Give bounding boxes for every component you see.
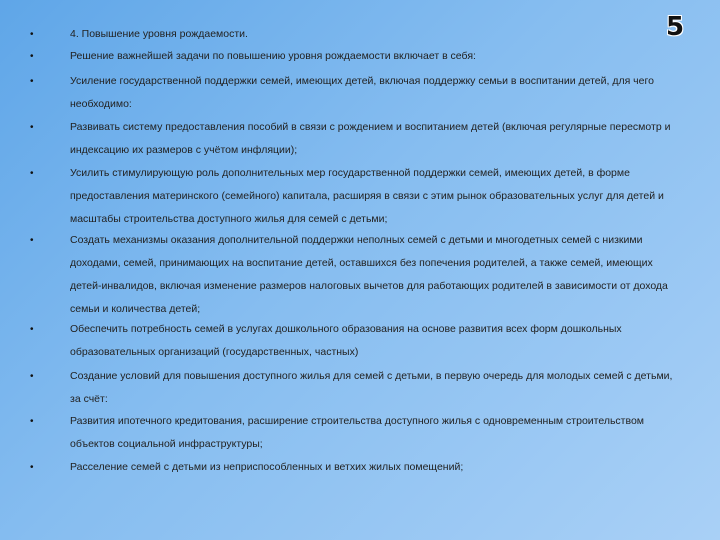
- bullet-icon: •: [30, 29, 34, 40]
- bullet-icon: •: [30, 416, 34, 427]
- item-text: Развития ипотечного кредитования, расширение строительства доступного жилья с одновременным строительством объектов социальной инфраструктуры;: [70, 415, 645, 450]
- item-text: Обеспечить потребность семей в услугах дошкольного образования на основе развития всех форм дошкольных образовательных организаций (государственных, частных): [70, 323, 622, 358]
- bullet-icon: •: [30, 235, 34, 246]
- bullet-icon: •: [30, 76, 34, 87]
- slide-number: 5: [666, 12, 685, 42]
- item-text: Расселение семей с детьми из неприспособленных и ветхих жилых помещений;: [70, 461, 464, 473]
- bullet-icon: •: [30, 462, 34, 473]
- item-text: 4. Повышение уровня рождаемости.: [70, 28, 248, 40]
- bullet-icon: •: [30, 122, 34, 133]
- item-text: Усиление государственной поддержки семей, имеющих детей, включая поддержку семьи в воспитании детей, для чего необходимо:: [70, 75, 654, 110]
- bullet-icon: •: [30, 324, 34, 335]
- item-text: Создание условий для повышения доступного жилья для семей с детьми, в первую очередь для молодых семей с детьми, за счёт:: [70, 370, 673, 405]
- bullet-icon: •: [30, 168, 34, 179]
- bullet-icon: •: [30, 51, 34, 62]
- item-text: Усилить стимулирующую роль дополнительных мер государственной поддержки семей, имеющих детей, в форме предоставления материнского (семейного) капитала, расширяя в связи с этим рынок образовательных услуг для детей и масштабы строительства доступного жилья для семей с детьми;: [70, 167, 664, 225]
- item-text: Развивать систему предоставления пособий в связи с рождением и воспитанием детей (включая регулярные пересмотр и индексацию их размеров с учётом инфляции);: [70, 121, 671, 156]
- item-text: Решение важнейшей задачи по повышению уровня рождаемости включает в себя:: [70, 50, 476, 62]
- item-text: Создать механизмы оказания дополнительной поддержки неполных семей с детьми и многодетных семей с низкими доходами, семей, принимающих на воспитание детей, оставшихся без попечения родителей, а также семей, имеющих детей-инвалидов, включая изменение размеров налоговых вычетов для работающих родителей в зависимости от дохода семьи и количества детей;: [70, 234, 668, 315]
- bullet-icon: •: [30, 371, 34, 382]
